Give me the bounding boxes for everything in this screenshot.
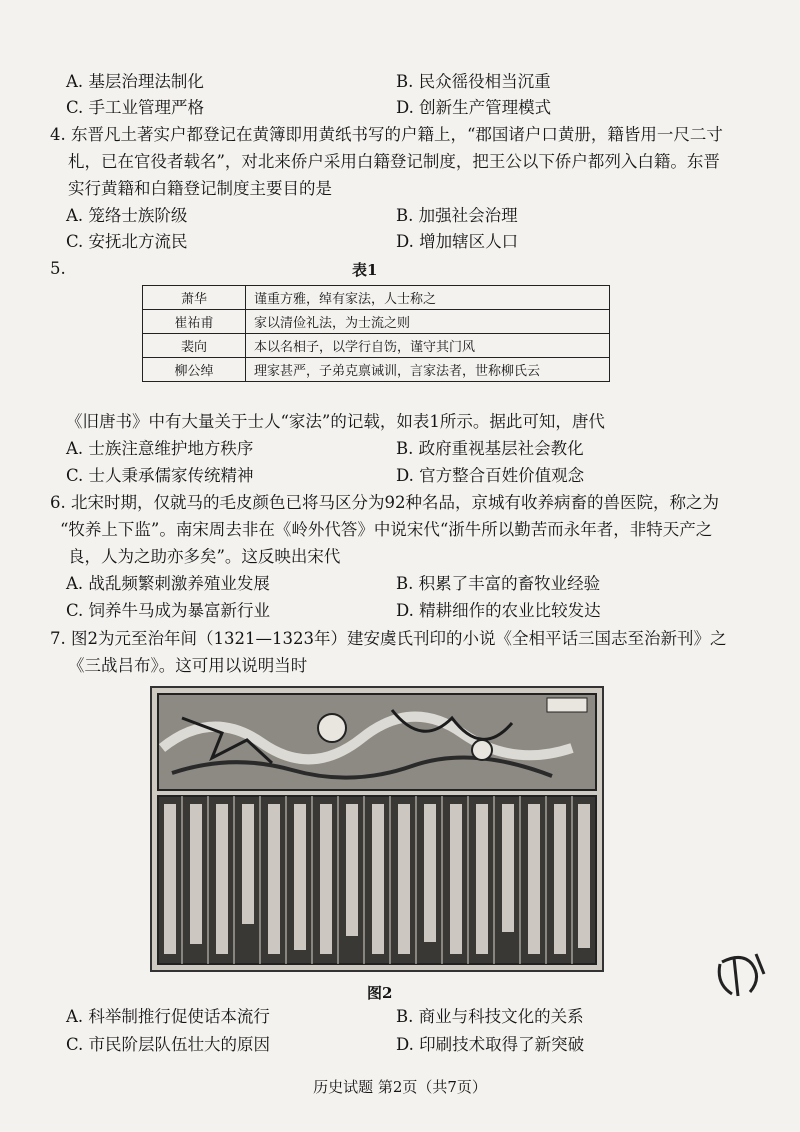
table-1-title: 表1: [352, 261, 378, 279]
q7-option-d: D. 印刷技术取得了新突破: [396, 1035, 585, 1054]
table-cell-desc: 谨重方雅，绰有家法，人士称之: [246, 286, 610, 310]
q5-option-b: B. 政府重视基层社会教化: [396, 439, 584, 458]
q7-option-a: A. 科举制推行促使话本流行: [66, 1007, 270, 1026]
q5-stem: 《旧唐书》中有大量关于士人“家法”的记载，如表1所示。据此可知，唐代: [66, 412, 605, 431]
table-row: [143, 358, 610, 382]
q4-option-c: C. 安抚北方流民: [66, 232, 188, 251]
q6-option-a: A. 战乱频繁刺激养殖业发展: [66, 574, 270, 593]
table-cell-desc: 本以名相子，以学行自饬，谨守其门风: [246, 334, 610, 358]
q5-option-a: A. 士族注意维护地方秩序: [66, 439, 254, 458]
q3-option-b: B. 民众徭役相当沉重: [396, 72, 551, 91]
q4-stem-line-2: 札，已在官役者载名”，对北来侨户采用白籍登记制度，把王公以下侨户都列入白籍。东晋: [68, 152, 720, 171]
q4-option-d: D. 增加辖区人口: [396, 232, 519, 251]
q6-stem-line-2: “牧养上下监”。南宋周去非在《岭外代答》中说宋代“浙牛所以勤苦而永年者，非特天产之: [60, 520, 713, 539]
q6-option-b: B. 积累了丰富的畜牧业经验: [396, 574, 601, 593]
q7-stem-line-1: 7. 图2为元至治年间（1321—1323年）建安虞氏刊印的小说《全相平话三国志至治新刊》之: [50, 629, 727, 648]
q4-option-b: B. 加强社会治理: [396, 206, 518, 225]
q5-option-c: C. 士人秉承儒家传统精神: [66, 466, 254, 485]
q5-option-d: D. 官方整合百姓价值观念: [396, 466, 585, 485]
q6-stem-line-1: 6. 北宋时期，仅就马的毛皮颜色已将马区分为92种名品，京城有收养病畜的兽医院，称之为: [50, 493, 719, 512]
table-cell-name: 萧华: [143, 286, 246, 310]
q7-option-c: C. 市民阶层队伍壮大的原因: [66, 1035, 271, 1054]
woodblock-print-image: [150, 686, 604, 972]
q4-stem-line-3: 实行黄籍和白籍登记制度主要目的是: [68, 179, 332, 198]
table-cell-desc: 家以清俭礼法，为士流之则: [246, 310, 610, 334]
table-row: [143, 334, 610, 358]
q4-stem-line-1: 4. 东晋凡土著实户都登记在黄簿即用黄纸书写的户籍上，“郡国诸户口黄册，籍皆用一尺二寸: [50, 125, 723, 144]
q7-option-b: B. 商业与科技文化的关系: [396, 1007, 584, 1026]
table-1: [142, 285, 610, 382]
q6-stem-line-3: 良，人为之助亦多矣”。这反映出宋代: [68, 547, 341, 566]
page-footer: 历史试题 第2页（共7页）: [313, 1078, 487, 1096]
q3-option-c: C. 手工业管理严格: [66, 98, 205, 117]
q5-number: 5.: [50, 259, 66, 278]
handwritten-mark-icon: [712, 944, 772, 1008]
q3-option-d: D. 创新生产管理模式: [396, 98, 552, 117]
table-cell-name: 柳公绰: [143, 358, 246, 382]
q6-option-d: D. 精耕细作的农业比较发达: [396, 601, 601, 620]
table-row: [143, 286, 610, 310]
woodblock-print-illustration: [152, 688, 602, 970]
table-cell-name: 崔祐甫: [143, 310, 246, 334]
q7-stem-line-2: 《三战吕布》。这可用以说明当时: [68, 656, 308, 675]
table-cell-desc: 理家甚严，子弟克禀诫训，言家法者，世称柳氏云: [246, 358, 610, 382]
q6-option-c: C. 饲养牛马成为暴富新行业: [66, 601, 271, 620]
q3-option-a: A. 基层治理法制化: [66, 72, 204, 91]
table-cell-name: 裴向: [143, 334, 246, 358]
q4-option-a: A. 笼络士族阶级: [66, 206, 188, 225]
figure-2-caption: 图2: [367, 984, 393, 1002]
table-row: [143, 310, 610, 334]
